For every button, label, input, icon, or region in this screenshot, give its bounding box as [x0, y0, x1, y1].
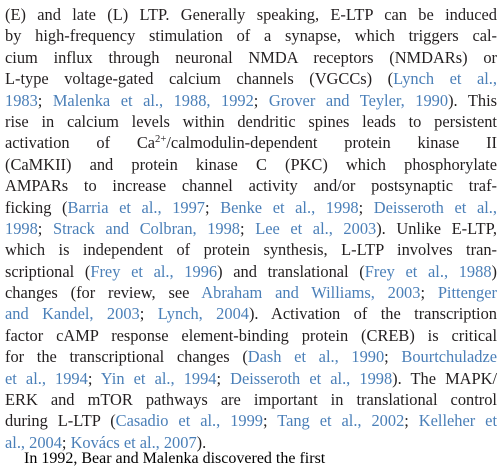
text-segment: changes (for review, see [5, 283, 202, 303]
article-body-text [5, 4, 497, 453]
text-line [5, 389, 497, 410]
citation-link[interactable]: Dash et al., 1990 [247, 347, 385, 367]
text-segment: ). [196, 432, 207, 452]
text-line [5, 47, 497, 68]
citation-link[interactable]: Bourtchuladze [401, 347, 497, 367]
text-line [5, 261, 497, 282]
text-line [5, 325, 497, 346]
citation-link[interactable]: Pittenger [437, 283, 497, 303]
text-segment: /calmodulin-dependent protein kinase II [166, 133, 497, 153]
text-line [5, 175, 497, 196]
text-segment: AMPARs to increase channel activity and/or postsynaptic traf- [5, 176, 497, 196]
citation-link[interactable]: Tang et al., 2002 [277, 411, 405, 431]
text-segment: ; [37, 90, 53, 110]
citation-link[interactable]: Casadio et al., 1999 [115, 411, 263, 431]
citation-link[interactable]: Frey et al., 1988 [364, 261, 492, 281]
text-line [5, 197, 497, 218]
citation-link[interactable]: and Kandel, 2003 [5, 304, 140, 324]
citation-link[interactable]: Barria et al., 1997 [67, 197, 205, 217]
text-segment: ). Activation of the transcription [248, 304, 497, 324]
text-line [5, 303, 497, 324]
text-segment: ; [61, 432, 71, 452]
text-segment: ). This [448, 90, 497, 110]
text-line [5, 90, 497, 111]
text-segment: ). The MAPK/ [392, 368, 498, 388]
text-segment: ; [263, 411, 278, 431]
text-segment: (E) and late (L) LTP. Generally speaking, E-LTP can be induced [5, 5, 497, 24]
text-segment: factor cAMP response element-binding protein (CREB) is critical [5, 325, 497, 345]
text-segment: ; [420, 283, 438, 303]
text-line [5, 346, 497, 367]
text-segment: ) [491, 261, 497, 281]
citation-link[interactable]: Lynch, 2004 [157, 304, 249, 324]
citation-link[interactable]: Malenka et al., 1988, 1992 [52, 90, 254, 110]
text-segment: which is independent of protein synthesis, L-LTP involves tran- [5, 240, 497, 260]
superscript: 2+ [155, 134, 167, 146]
citation-link[interactable]: 1983 [5, 90, 38, 110]
text-segment: ). Unlike E-LTP, [376, 218, 497, 238]
text-segment: by high-frequency stimulation of a synapse, which triggers cal- [5, 26, 497, 46]
text-line [5, 410, 497, 431]
citation-link[interactable]: Deisseroth et al., [373, 197, 497, 217]
text-segment: for the transcriptional changes ( [5, 347, 248, 367]
text-segment: ; [358, 197, 374, 217]
text-segment: In 1992, Bear and Malenka discovered the first [24, 450, 326, 467]
citation-link[interactable]: Grover and Teyler, 1990 [268, 90, 449, 110]
text-segment: ; [205, 197, 221, 217]
text-segment: ERK and mTOR pathways are important in translational control [5, 390, 497, 410]
text-line [5, 25, 497, 46]
text-line [5, 239, 497, 260]
text-segment: rise in calcium levels within dendritic spines leads to persistent [5, 111, 497, 131]
citation-link[interactable]: Deisseroth et al., 1998 [230, 368, 393, 388]
text-segment: ; [253, 90, 269, 110]
citation-link[interactable]: Frey et al., 1996 [90, 261, 218, 281]
text-segment: ; [404, 411, 419, 431]
citation-link[interactable]: Lee et al., 2003 [255, 218, 377, 238]
citation-link[interactable]: 1998 [5, 218, 38, 238]
text-line [0, 450, 500, 471]
text-segment: ; [37, 218, 53, 238]
text-segment: ; [87, 368, 101, 388]
text-segment: L-type voltage-gated calcium channels (VGCCs) ( [5, 69, 394, 89]
next-paragraph-cutoff [0, 450, 500, 472]
text-line [5, 132, 497, 153]
citation-link[interactable]: Lynch et al., [393, 69, 497, 89]
text-segment: activation of Ca [5, 133, 156, 153]
citation-link[interactable]: Strack and Colbran, 1998 [52, 218, 241, 238]
citation-link[interactable]: al., 2004 [5, 432, 62, 452]
text-line [5, 111, 497, 132]
citation-link[interactable]: Kovács et al., 2007 [70, 432, 197, 452]
citation-link[interactable]: Benke et al., 1998 [220, 197, 359, 217]
citation-link[interactable]: Kelleher et [418, 411, 497, 431]
text-segment: ; [240, 218, 256, 238]
citation-link[interactable]: Yin et al., 1994 [100, 368, 217, 388]
text-segment: (CaMKII) and protein kinase C (PKC) which phosphorylate [5, 154, 497, 174]
citation-link[interactable]: et al., 1994 [5, 368, 88, 388]
citation-link[interactable]: Abraham and Williams, 2003 [201, 283, 421, 303]
text-segment: cium influx through neuronal NMDA receptors (NMDARs) or [5, 47, 497, 67]
text-segment: scriptional ( [5, 261, 91, 281]
text-segment: ; [216, 368, 231, 388]
text-line [5, 4, 497, 25]
text-segment: ; [384, 347, 402, 367]
text-segment: ; [139, 304, 158, 324]
text-segment: ) and translational ( [217, 261, 365, 281]
text-line [5, 368, 497, 389]
text-segment: ficking ( [5, 197, 68, 217]
text-line [5, 154, 497, 175]
text-segment: during L-LTP ( [5, 411, 116, 431]
text-line [5, 218, 497, 239]
text-line [5, 282, 497, 303]
text-line [5, 68, 497, 89]
